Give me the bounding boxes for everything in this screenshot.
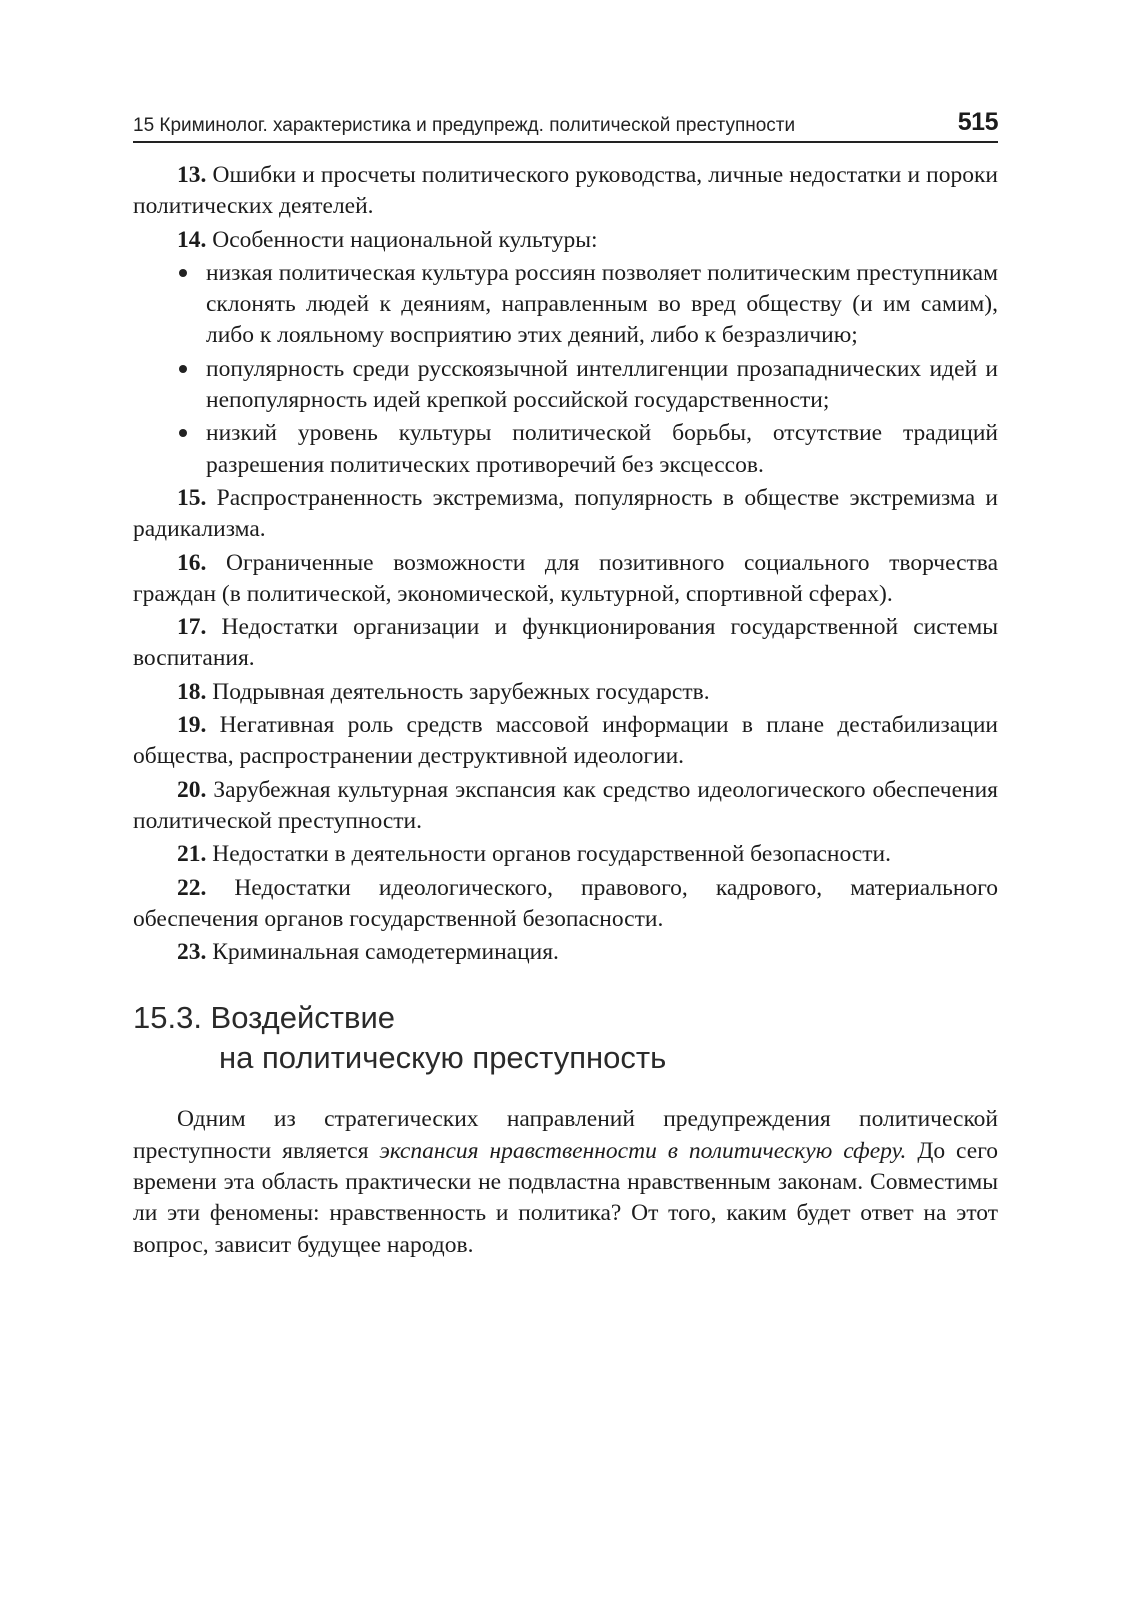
bullet-item [177, 354, 998, 417]
section-title-line1: 15.3. Воздействие [133, 1000, 396, 1036]
bullet-text: низкая политическая культура россиян позволяет политическим преступникам склонять людей к деяниям, направленным во вред обществу (и им самим), либо к лояльному восприятию этих деяний, либо к безразличию; [206, 259, 998, 349]
item-text: Зарубежная культурная экспансия как средство идеологического обеспечения политической преступности. [133, 776, 998, 834]
intro-text: Одним из стратегических направлений предупреждения политической преступности является [133, 1106, 998, 1164]
bullet-icon [179, 269, 187, 277]
list-item-22 [133, 873, 998, 936]
item-text: Криминальная самодетерминация. [206, 939, 559, 966]
list-item-19 [133, 710, 998, 773]
list-item-20 [133, 775, 998, 838]
list-item-16 [133, 548, 998, 611]
page-header [133, 108, 998, 143]
bullet-icon [179, 365, 187, 373]
running-title: 15 Криминолог. характеристика и предупрежд. политической преступности [133, 115, 796, 136]
list-item-14 [133, 225, 998, 256]
book-page [133, 108, 998, 1263]
intro-text-continued: До сего времени эта область практически не подвластна нравственным законам. Совместимы ли эти феномены: нравственность и политика? От того, каким будет ответ на этот вопрос, зависит будущее народов. [133, 1137, 999, 1258]
item-number: 23. [177, 939, 207, 966]
item-text: Ограниченные возможности для позитивного социального творчества граждан (в политической, экономической, культурной, спортивной сферах). [133, 549, 998, 607]
item-text: Подрывная деятельность зарубежных государств. [206, 678, 710, 705]
list-item-23 [133, 937, 998, 968]
list-item-18 [133, 677, 998, 708]
bullet-item [177, 258, 998, 352]
item-text: Недостатки организации и функционирования государственной системы воспитания. [133, 614, 998, 672]
intro-emphasis: экспансия нравственности в политическую сферу. [379, 1137, 907, 1164]
item-text: Негативная роль средств массовой информации в плане дестабилизации общества, распространении деструктивной идеологии. [133, 712, 998, 770]
intro-paragraph [133, 1104, 998, 1260]
item-number: 17. [177, 614, 207, 641]
item-number: 21. [177, 841, 207, 868]
item-text: Ошибки и просчеты политического руководства, личные недостатки и пороки политических деятелей. [133, 162, 998, 220]
item-number: 15. [177, 484, 207, 511]
item-text: Недостатки идеологического, правового, кадрового, материального обеспечения органов государственной безопасности. [133, 874, 998, 932]
item-number: 18. [177, 678, 207, 705]
page-number: 515 [957, 108, 998, 136]
list-item-15 [133, 483, 998, 546]
page-body [133, 160, 998, 1261]
list-item-13 [133, 160, 998, 223]
item-number: 22. [177, 874, 207, 901]
item-number: 20. [177, 776, 207, 803]
list-item-21 [133, 839, 998, 870]
item-number: 14. [177, 226, 207, 253]
bullet-text: низкий уровень культуры политической борьбы, отсутствие традиций разрешения политических противоречий без эксцессов. [206, 420, 998, 478]
bullet-text: популярность среди русскоязычной интеллигенции прозападнических идей и непопулярность идей крепкой российской государственности; [206, 355, 998, 414]
item-number: 19. [177, 712, 207, 739]
section-heading [133, 998, 998, 1078]
bullet-icon [179, 429, 187, 437]
bullet-item [177, 418, 998, 481]
item-text: Особенности национальной культуры: [206, 226, 598, 253]
list-item-17 [133, 612, 998, 675]
item-number: 16. [177, 549, 207, 576]
item-text: Недостатки в деятельности органов государственной безопасности. [206, 841, 891, 868]
item-text: Распространенность экстремизма, популярность в обществе экстремизма и радикализма. [133, 484, 998, 543]
item-number: 13. [177, 162, 207, 188]
section-title-line2: на политическую преступность [219, 1040, 667, 1076]
bullet-list [133, 258, 998, 481]
